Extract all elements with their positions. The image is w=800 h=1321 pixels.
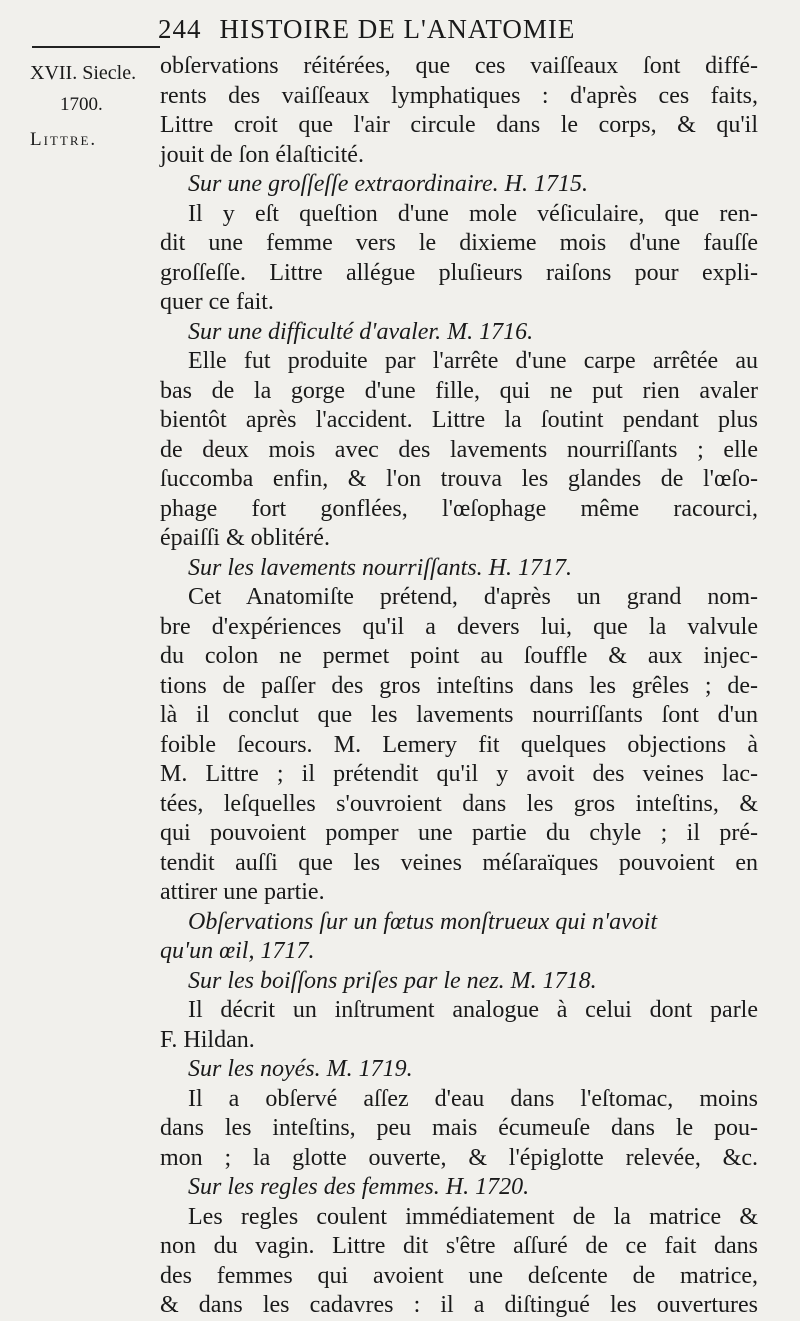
section-title: Sur les boiſſons priſes par le nez. M. 1718. xyxy=(188,967,597,994)
text-line: tions de paſſer des gros inteſtins dans les grêles ; de- xyxy=(160,672,758,699)
text-line: foible ſecours. M. Lemery fit quelques objections à xyxy=(160,731,758,758)
section-title: Sur les noyés. M. 1719. xyxy=(188,1056,413,1082)
text-line: de deux mois avec des lavements nourriſſants ; elle xyxy=(160,436,758,463)
text-line: ſuccomba enfin, & l'on trouva les glandes de l'œſo- xyxy=(160,466,758,492)
margin-author: Littre. xyxy=(30,129,98,150)
text-line: Elle fut produite par l'arrête d'une carpe arrêtée au xyxy=(188,348,758,374)
text-line: Il décrit un inſtrument analogue à celui dont parle xyxy=(188,997,758,1023)
text-line: groſſeſſe. Littre allégue pluſieurs raiſons pour expli- xyxy=(160,259,758,286)
text-line: bas de la gorge d'une fille, qui ne put rien avaler xyxy=(160,377,758,404)
margin-century: XVII. Siecle. xyxy=(30,62,137,84)
text-line: attirer une partie. xyxy=(160,879,325,905)
text-line: Il y eſt queſtion d'une mole véſiculaire, que ren- xyxy=(188,200,758,227)
text-line: Il a obſervé aſſez d'eau dans l'eſtomac, moins xyxy=(188,1085,758,1112)
text-line: phage fort gonflées, l'œſophage même racourci, xyxy=(160,495,758,522)
text-line: Cet Anatomiſte prétend, d'après un grand nom- xyxy=(188,584,758,610)
section-title: qu'un œil, 1717. xyxy=(160,938,315,964)
text-line: bre d'expériences qu'il a devers lui, que la valvule xyxy=(160,613,758,640)
margin-year: 1700. xyxy=(60,94,103,115)
text-line: mon ; la glotte ouverte, & l'épiglotte relevée, &c. xyxy=(160,1144,758,1171)
text-line: tendit auſſi que les veines méſaraïques pouvoient en xyxy=(160,849,758,876)
section-title: Sur les regles des femmes. H. 1720. xyxy=(188,1174,530,1200)
text-line: F. Hildan. xyxy=(160,1026,255,1053)
section-title: Sur une groſſeſſe extraordinaire. H. 1715. xyxy=(188,171,588,197)
text-line: épaiſſi & oblitéré. xyxy=(160,525,330,551)
body-text xyxy=(160,52,758,1321)
text-line: Les regles coulent immédiatement de la matrice & xyxy=(188,1203,758,1230)
text-line: & dans les cadavres : il a diſtingué les ouvertures xyxy=(160,1292,758,1318)
text-line: quer ce fait. xyxy=(160,289,274,315)
text-line: qui pouvoient pomper une partie du chyle ; il pré- xyxy=(160,820,758,846)
text-line: du colon ne permet point au ſouffle & aux injec- xyxy=(160,643,758,669)
text-line: là il conclut que les lavements nourriſſants ſont d'un xyxy=(160,702,758,728)
text-line: non du vagin. Littre dit s'être aſſuré de ce fait dans xyxy=(160,1233,758,1259)
text-line: dit une femme vers le dixieme mois d'une fauſſe xyxy=(160,230,758,256)
section-title: Sur les lavements nourriſſants. H. 1717. xyxy=(188,554,572,581)
running-header xyxy=(158,14,678,45)
section-title: Obſervations ſur un fœtus monſtrueux qui n'avoit xyxy=(188,908,658,935)
text-line: rents des vaiſſeaux lymphatiques : d'après ces faits, xyxy=(160,82,758,109)
margin-notes xyxy=(30,58,155,155)
text-line: bientôt après l'accident. Littre la ſoutint pendant plus xyxy=(160,407,758,433)
text-line: tées, leſquelles s'ouvroient dans les gros inteſtins, & xyxy=(160,790,758,817)
section-title: Sur une difficulté d'avaler. M. 1716. xyxy=(188,318,534,345)
text-line: M. Littre ; il prétendit qu'il y avoit des veines lac- xyxy=(160,761,758,787)
text-line: jouit de ſon élaſticité. xyxy=(160,141,364,168)
page-number: 244 xyxy=(158,14,202,44)
text-line: Littre croit que l'air circule dans le corps, & qu'il xyxy=(160,112,758,138)
text-line: dans les inteſtins, peu mais écumeuſe dans le pou- xyxy=(160,1115,758,1141)
text-line: des femmes qui avoient une deſcente de matrice, xyxy=(160,1262,758,1289)
text-line: obſervations réitérées, que ces vaiſſeaux ſont diffé- xyxy=(160,53,758,79)
header-rule xyxy=(32,46,160,48)
running-title: HISTOIRE DE L'ANATOMIE xyxy=(219,14,576,44)
